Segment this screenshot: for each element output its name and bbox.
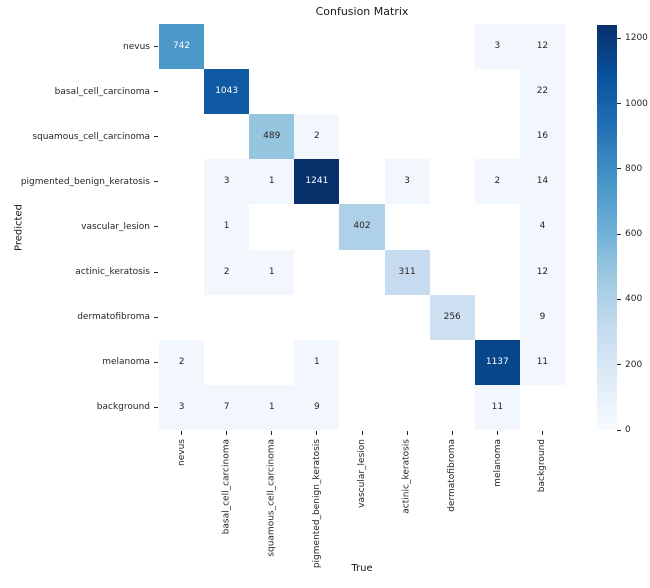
heatmap-cell [159,204,204,249]
y-tick-labels [0,24,159,430]
heatmap-cell [204,295,249,340]
heatmap-cell: 3 [385,159,430,204]
x-tick-label: nevus [176,439,187,466]
heatmap-cell [430,159,475,204]
heatmap-cell [339,340,384,385]
x-tick-label: actinic_keratosis [402,439,413,514]
x-tick-mark [316,431,317,435]
x-tick-mark [271,431,272,435]
y-axis-label: Predicted [13,204,25,251]
x-tick-mark [181,431,182,435]
y-tick-label: actinic_keratosis [75,267,150,278]
heatmap-cell [339,385,384,430]
heatmap-cell [204,24,249,69]
y-tick-row [0,159,159,204]
y-tick-label: nevus [123,41,150,52]
heatmap-cell [159,69,204,114]
heatmap-cell [159,159,204,204]
heatmap-cell: 1 [204,204,249,249]
heatmap-cell [159,295,204,340]
colorbar-tick-label: 1200 [625,33,648,44]
heatmap-cell [294,204,339,249]
heatmap-cell: 3 [204,159,249,204]
heatmap-cell: 22 [520,69,565,114]
heatmap-cell [385,295,430,340]
x-tick-mark [407,431,408,435]
y-tick-mark [154,407,158,408]
x-tick-mark [226,431,227,435]
heatmap-cell: 11 [475,385,520,430]
heatmap-cell: 16 [520,114,565,159]
colorbar-tick-mark [617,299,621,300]
heatmap-cell: 2 [294,114,339,159]
heatmap-cell [249,295,294,340]
heatmap-cell [430,114,475,159]
heatmap-cell: 489 [249,114,294,159]
heatmap-cell [339,69,384,114]
heatmap-cell: 402 [339,204,384,249]
heatmap-cell: 3 [475,24,520,69]
heatmap-cell: 256 [430,295,475,340]
heatmap-cell [385,385,430,430]
y-tick-row [0,295,159,340]
heatmap-cell [475,204,520,249]
heatmap-cell: 742 [159,24,204,69]
heatmap-cell [385,69,430,114]
heatmap-cell [430,340,475,385]
heatmap-cell [294,295,339,340]
heatmap-cell [159,114,204,159]
colorbar-tick-mark [617,430,621,431]
heatmap-cell: 11 [520,340,565,385]
heatmap-cell [204,340,249,385]
heatmap-cell: 2 [204,250,249,295]
heatmap-cell [430,385,475,430]
heatmap-cell: 1043 [204,69,249,114]
heatmap-cell: 311 [385,250,430,295]
x-tick-label: pigmented_benign_keratosis [311,439,322,569]
y-tick-label: melanoma [102,357,150,368]
y-tick-label: squamous_cell_carcinoma [32,131,150,142]
colorbar-tick-label: 800 [625,163,643,174]
heatmap-cell [249,24,294,69]
heatmap-cell: 14 [520,159,565,204]
y-tick-mark [154,226,158,227]
colorbar-tick-label: 600 [625,229,643,240]
y-tick-row [0,204,159,249]
colorbar-tick-mark [617,234,621,235]
heatmap-cell [249,69,294,114]
heatmap-cell [294,250,339,295]
y-tick-row [0,69,159,114]
heatmap-cell [475,295,520,340]
heatmap-cell: 1241 [294,159,339,204]
y-tick-label: background [96,402,150,413]
heatmap-cell [430,69,475,114]
heatmap-cell [520,385,565,430]
y-tick-label: basal_cell_carcinoma [54,86,150,97]
colorbar [597,25,648,435]
heatmap-cell [385,340,430,385]
x-tick-mark [497,431,498,435]
colorbar-tick-mark [617,364,621,365]
heatmap-cell: 1 [249,159,294,204]
y-tick-row [0,340,159,385]
heatmap-cell [294,24,339,69]
heatmap-cell: 3 [159,385,204,430]
heatmap-cell [385,24,430,69]
y-tick-mark [154,46,158,47]
heatmap-cell [339,250,384,295]
x-tick-labels [159,430,565,570]
y-tick-label: dermatofibroma [77,312,150,323]
heatmap-cell [475,69,520,114]
chart-title: Confusion Matrix [315,5,409,18]
colorbar-tick-label: 200 [625,359,643,370]
heatmap-cell: 1137 [475,340,520,385]
heatmap-cell [339,114,384,159]
heatmap-cell: 7 [204,385,249,430]
heatmap-cell [385,114,430,159]
heatmap-cell: 1 [249,385,294,430]
x-tick-label: vascular_lesion [357,439,367,508]
heatmap-cell [430,250,475,295]
heatmap-cell: 2 [475,159,520,204]
colorbar-tick-label: 0 [625,425,631,435]
heatmap-cell: 2 [159,340,204,385]
colorbar-tick-mark [617,168,621,169]
heatmap-cell [475,114,520,159]
heatmap-cell: 9 [520,295,565,340]
heatmap-cell [294,69,339,114]
x-axis-label: True [351,563,373,574]
x-tick-mark [452,431,453,435]
y-tick-label: pigmented_benign_keratosis [20,176,150,187]
x-tick-label: melanoma [492,439,503,487]
y-tick-mark [154,362,158,363]
heatmap-cell [339,295,384,340]
heatmap-cell [430,204,475,249]
heatmap-cell [249,204,294,249]
y-tick-row [0,114,159,159]
x-tick-mark [362,431,363,435]
heatmap-cell [159,250,204,295]
heatmap-cell: 12 [520,24,565,69]
colorbar-tick-mark [617,38,621,39]
y-tick-row [0,385,159,430]
heatmap-grid [159,24,565,430]
heatmap-cell [430,24,475,69]
colorbar-tick-mark [617,103,621,104]
colorbar-tick-label: 400 [625,294,643,305]
heatmap-cell: 4 [520,204,565,249]
y-tick-row [0,24,159,69]
x-tick-label: background [537,439,548,493]
y-tick-mark [154,91,158,92]
heatmap-cell: 12 [520,250,565,295]
x-tick-mark [542,431,543,435]
heatmap-cell [339,24,384,69]
y-tick-mark [154,181,158,182]
heatmap-cell [385,204,430,249]
heatmap-cell: 1 [249,250,294,295]
x-tick-label: dermatofibroma [447,439,458,512]
heatmap-cell [204,114,249,159]
heatmap-cell [249,340,294,385]
y-tick-row [0,250,159,295]
heatmap-cell [339,159,384,204]
colorbar-gradient [597,25,617,430]
heatmap-cell: 9 [294,385,339,430]
colorbar-tick-label: 1000 [625,98,648,109]
heatmap-cell [475,250,520,295]
x-tick-label: basal_cell_carcinoma [221,439,232,535]
y-tick-mark [154,272,158,273]
y-tick-mark [154,317,158,318]
y-tick-label: vascular_lesion [81,221,150,232]
y-tick-mark [154,136,158,137]
x-tick-label: squamous_cell_carcinoma [266,439,277,557]
heatmap-cell: 1 [294,340,339,385]
